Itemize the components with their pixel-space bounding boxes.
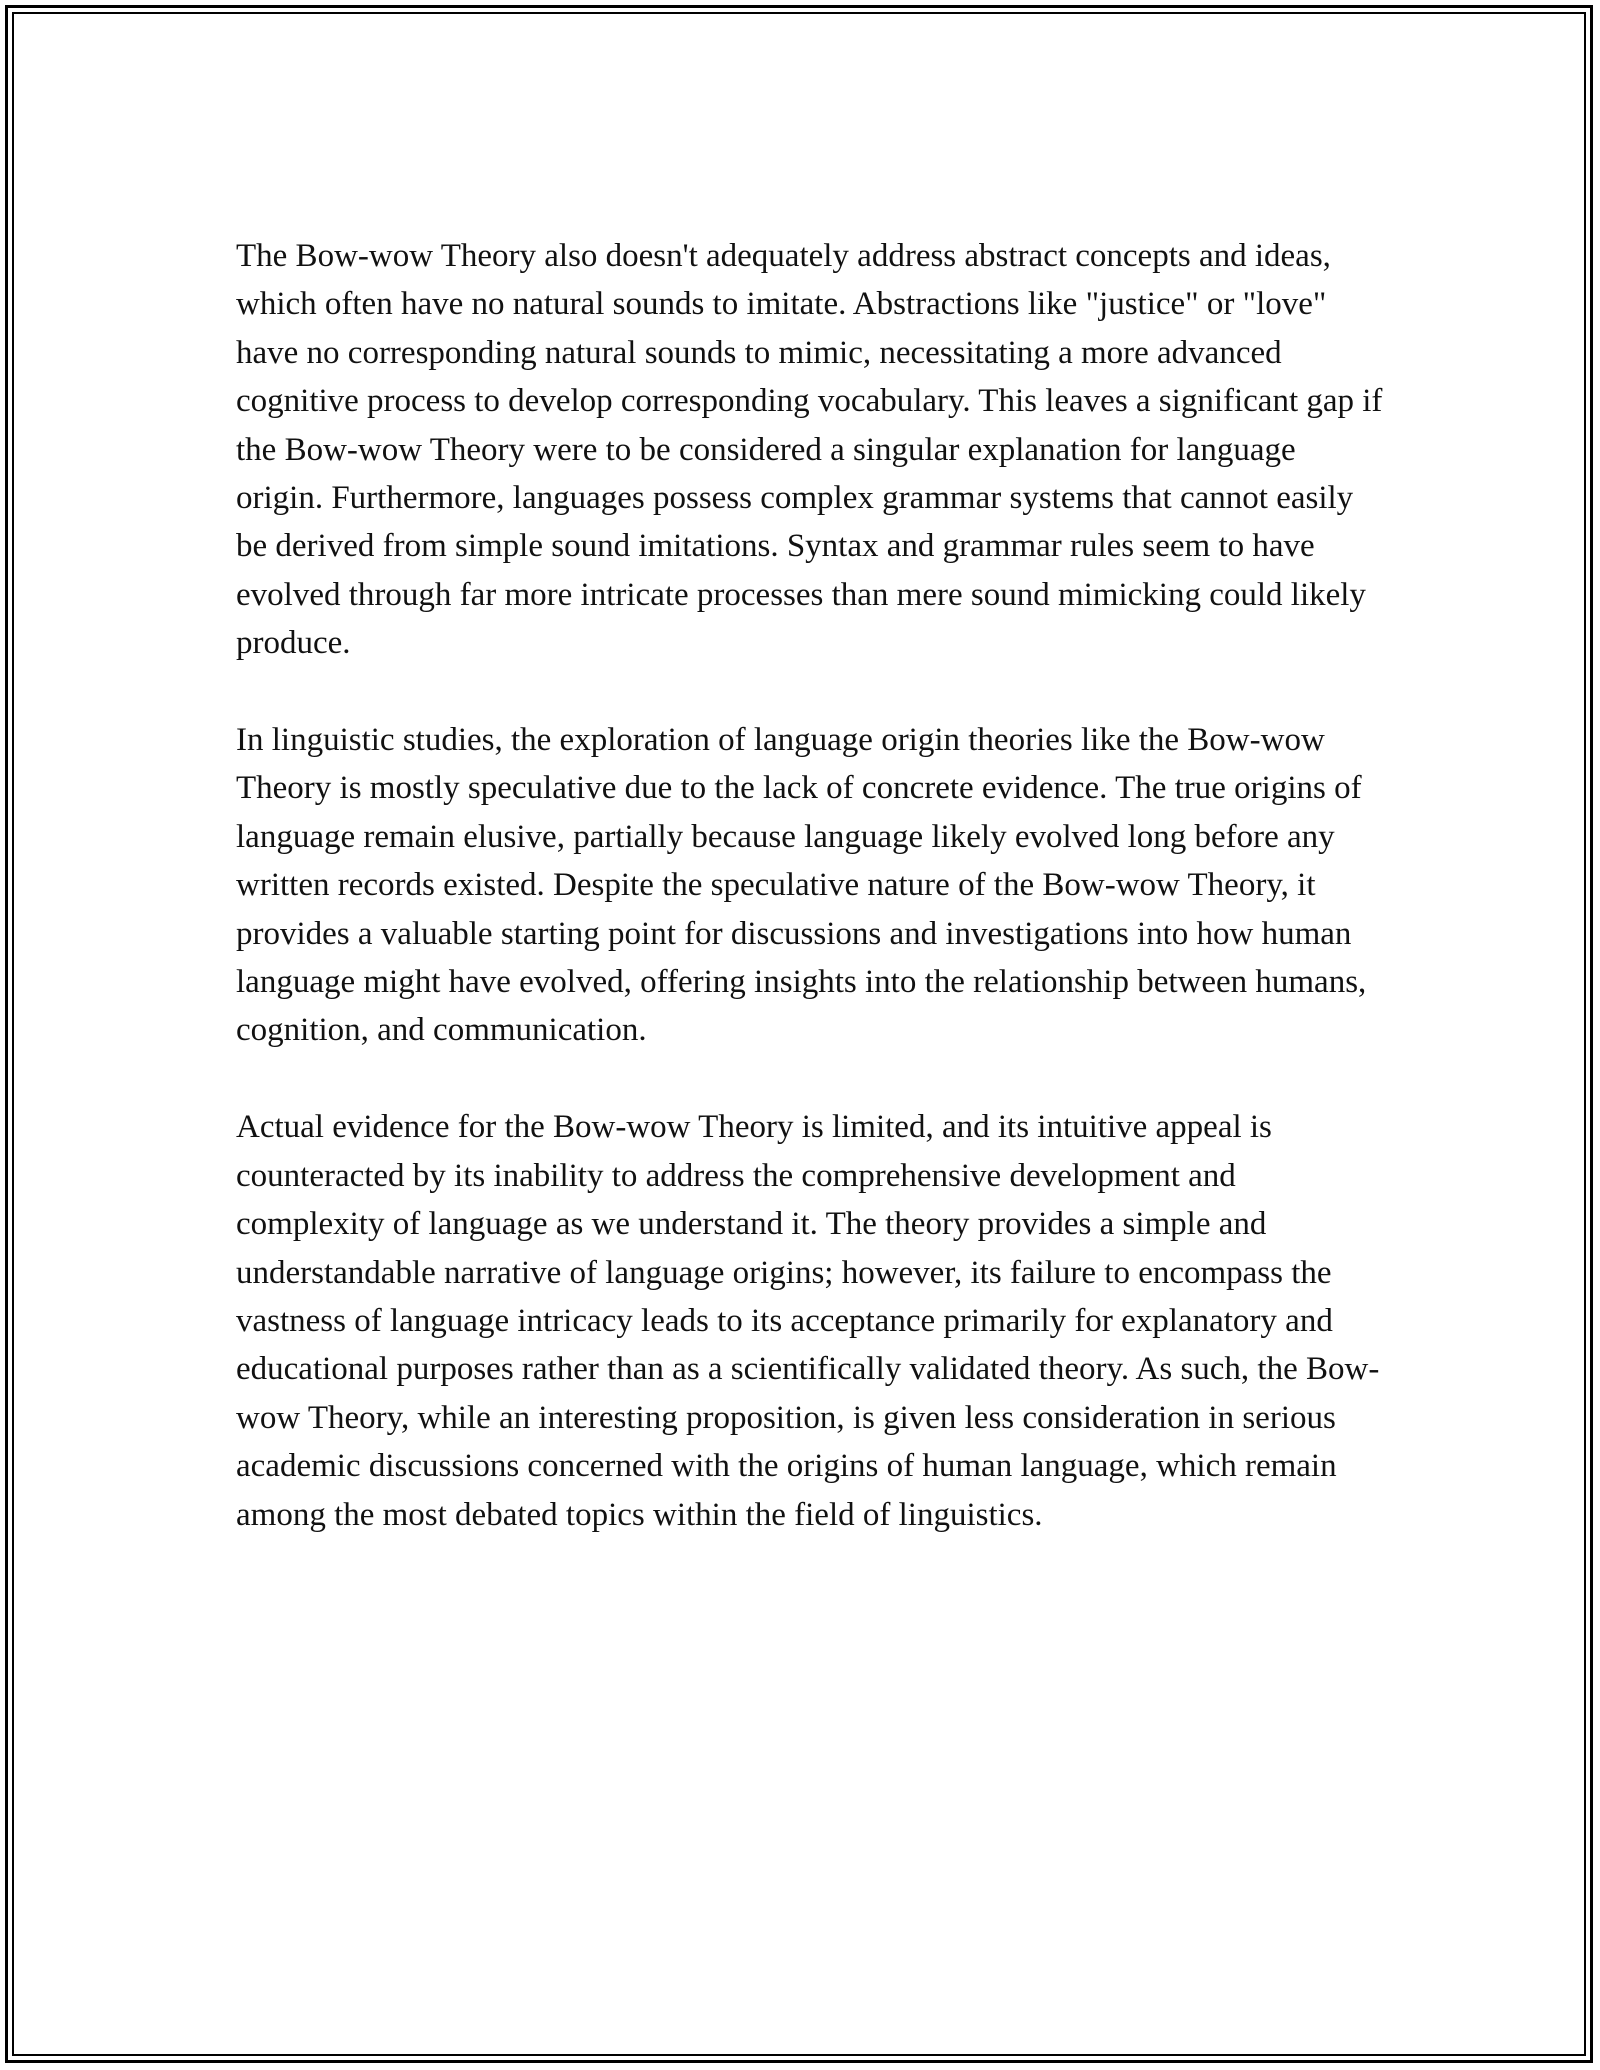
paragraph-3: Actual evidence for the Bow-wow Theory is limited, and its intuitive appeal is counteracted by its inability to address the comprehensive development and complexity of language as we understand it. The theory provides a simple and understandable narrative of language origins; however, its failure to encompass the vastness of language intricacy leads to its acceptance primarily for explanatory and educational purposes rather than as a scientifically validated theory. As such, the Bow-wow Theory, while an interesting proposition, is given less consideration in serious academic discussions concerned with the origins of human language, which remain among the most debated topics within the field of linguistics. — [236, 1109, 1380, 1533]
paragraph-1: The Bow-wow Theory also doesn't adequately address abstract concepts and ideas, which often have no natural sounds to imitate. Abstractions like "justice" or "love" have no corresponding natural sounds to mimic, necessitating a more advanced cognitive process to develop corresponding vocabulary. This leaves a significant gap if the Bow-wow Theory were to be considered a singular explanation for language origin. Furthermore, languages possess complex grammar systems that cannot easily be derived from simple sound imitations. Syntax and grammar rules seem to have evolved through far more intricate processes than mere sound mimicking could likely produce. — [236, 238, 1383, 662]
document-body — [236, 232, 1386, 1587]
paragraph-2: In linguistic studies, the exploration of language origin theories like the Bow-wow Theory is mostly speculative due to the lack of concrete evidence. The true origins of language remain elusive, partially because language likely evolved long before any written records existed. Despite the speculative nature of the Bow-wow Theory, it provides a valuable starting point for discussions and investigations into how human language might have evolved, offering insights into the relationship between humans, cognition, and communication. — [236, 722, 1367, 1049]
